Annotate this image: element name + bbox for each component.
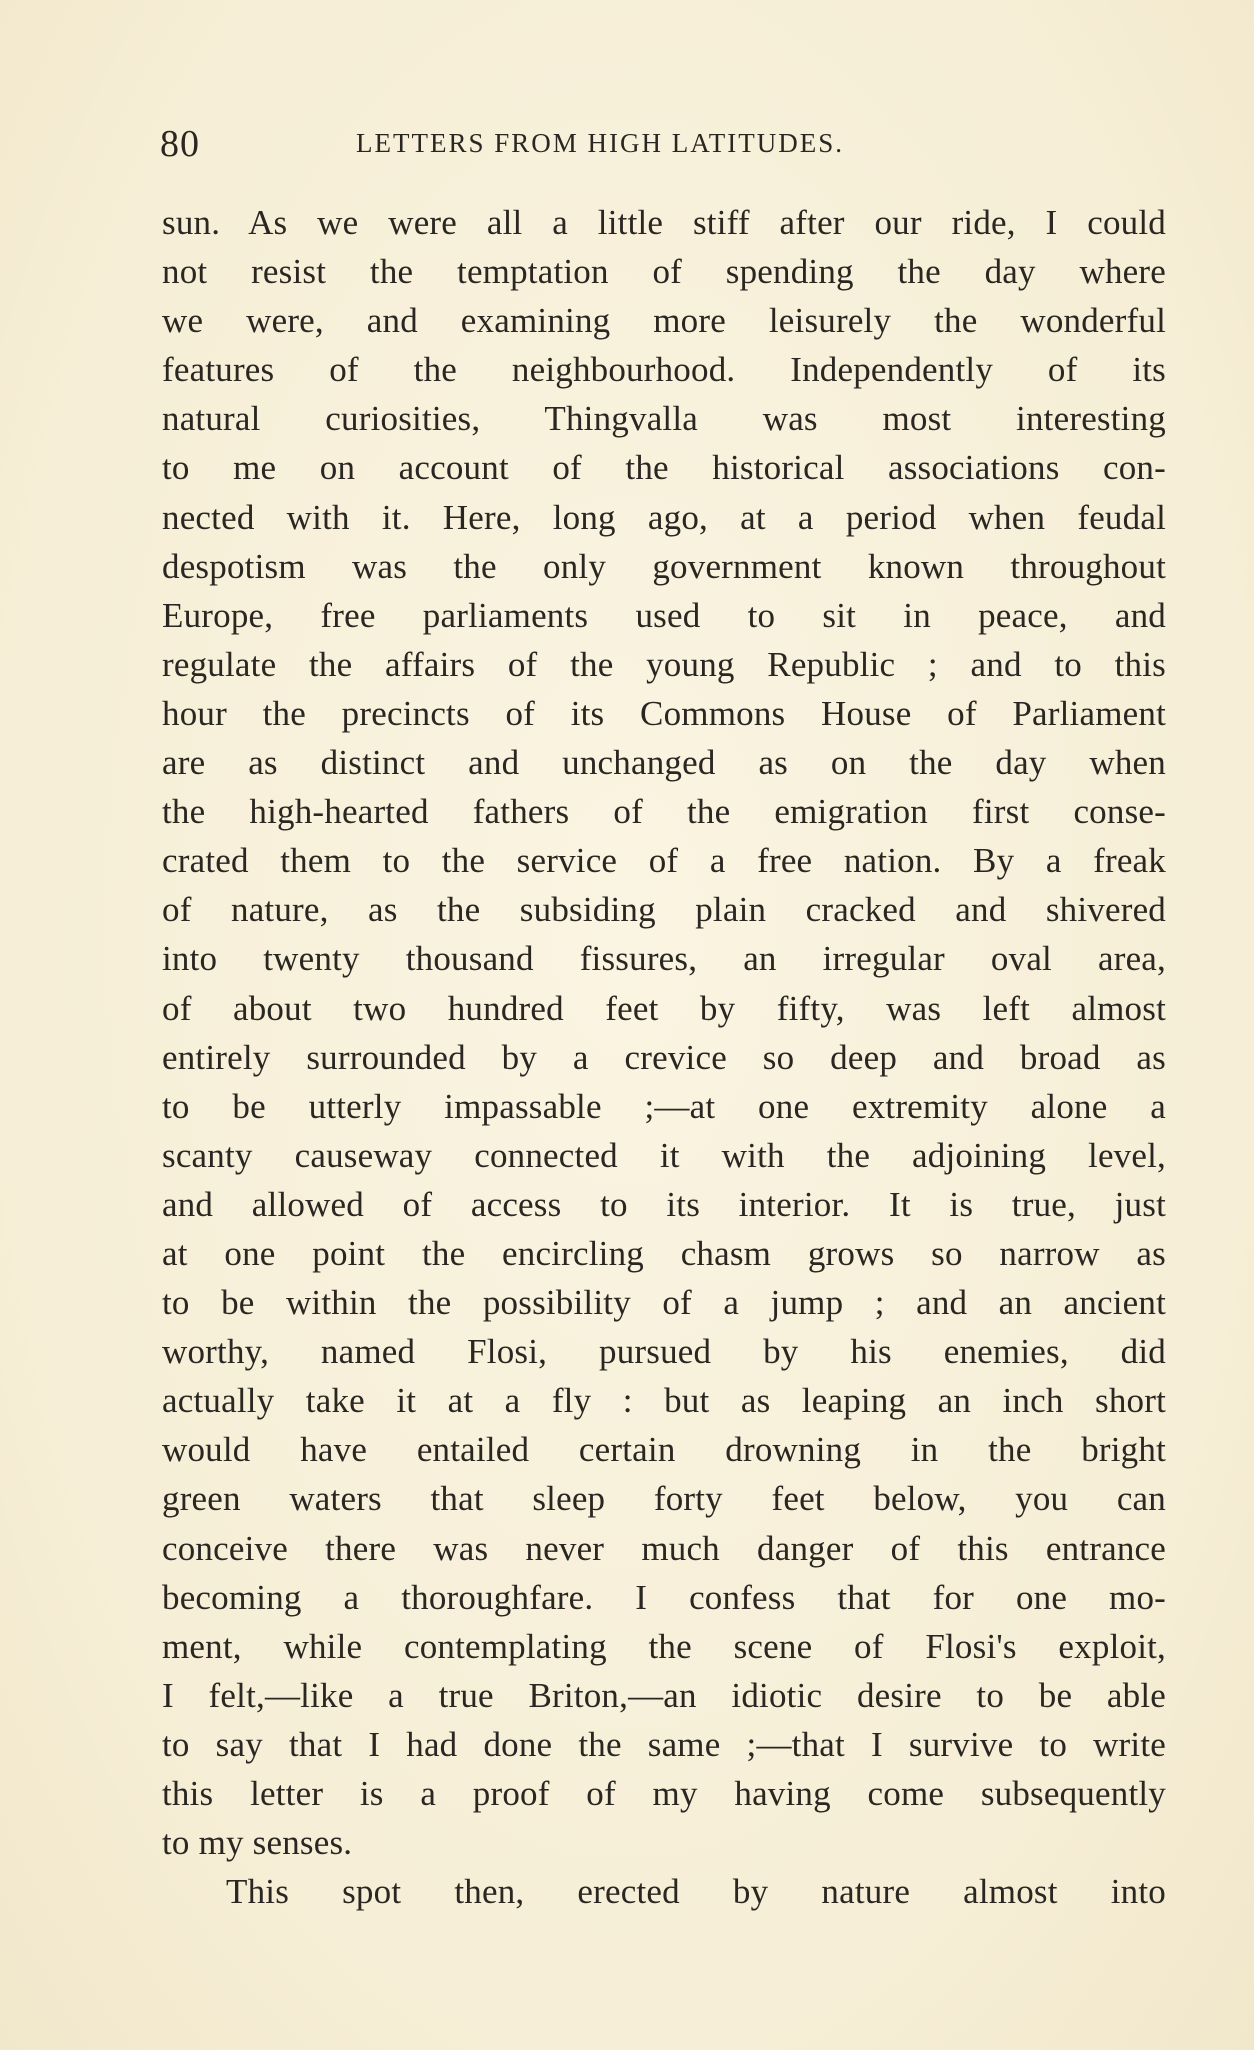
text-line: of about two hundred feet by fifty, was left almost (162, 988, 1166, 1028)
text-line: ment, while contemplating the scene of Flosi's exploit, (162, 1626, 1166, 1666)
text-line: natural curiosities, Thingvalla was most interesting (162, 399, 1166, 439)
paragraph-end-line: to my senses. (162, 1823, 353, 1863)
text-line: to say that I had done the same ;—that I survive to write (162, 1724, 1166, 1764)
running-head: LETTERS FROM HIGH LATITUDES. (356, 128, 844, 158)
text-line: entirely surrounded by a crevice so deep and broad as (162, 1037, 1166, 1077)
text-line: despotism was the only government known throughout (162, 546, 1166, 586)
text-line: into twenty thousand fissures, an irregular oval area, (162, 939, 1166, 979)
text-line: actually take it at a fly : but as leaping an inch short (162, 1381, 1166, 1421)
text-line: the high-hearted fathers of the emigration first conse- (162, 792, 1166, 832)
text-line: becoming a thoroughfare. I confess that for one mo- (162, 1577, 1166, 1617)
text-line: nected with it. Here, long ago, at a period when feudal (162, 497, 1166, 537)
page-number: 80 (160, 123, 200, 165)
text-line: to me on account of the historical associations con- (162, 448, 1166, 488)
text-line: this letter is a proof of my having come subsequently (162, 1774, 1166, 1813)
text-line: features of the neighbourhood. Independently of its (162, 350, 1166, 390)
text-line: Europe, free parliaments used to sit in peace, and (162, 595, 1166, 635)
text-line: green waters that sleep forty feet below, you can (162, 1479, 1166, 1519)
text-line: to be utterly impassable ;—at one extremity alone a (162, 1086, 1166, 1126)
text-line: crated them to the service of a free nation. By a freak (162, 841, 1166, 881)
text-line: regulate the affairs of the young Republic ; and to this (162, 644, 1166, 684)
text-line: scanty causeway connected it with the adjoining level, (162, 1135, 1166, 1175)
text-line: we were, and examining more leisurely the wonderful (162, 301, 1166, 341)
text-line: worthy, named Flosi, pursued by his enemies, did (162, 1332, 1166, 1372)
text-line: not resist the temptation of spending the day where (162, 252, 1166, 292)
text-line: are as distinct and unchanged as on the day when (162, 743, 1166, 783)
body-text (162, 198, 1166, 1916)
text-line: conceive there was never much danger of this entrance (162, 1528, 1166, 1568)
text-line: sun. As we were all a little stiff after our ride, I could (162, 203, 1166, 242)
text-line: hour the precincts of its Commons House of Parliament (162, 693, 1166, 733)
text-line: of nature, as the subsiding plain cracked and shivered (162, 890, 1166, 930)
text-line: and allowed of access to its interior. It is true, just (162, 1184, 1166, 1224)
text-line: at one point the encircling chasm grows so narrow as (162, 1233, 1166, 1273)
text-line: to be within the possibility of a jump ; and an ancient (162, 1283, 1166, 1323)
paragraph-start-line: This spot then, erected by nature almost into (226, 1872, 1166, 1912)
text-line: would have entailed certain drowning in the bright (162, 1430, 1166, 1470)
page-header (160, 122, 1160, 172)
text-line: I felt,—like a true Briton,—an idiotic desire to be able (162, 1675, 1166, 1715)
